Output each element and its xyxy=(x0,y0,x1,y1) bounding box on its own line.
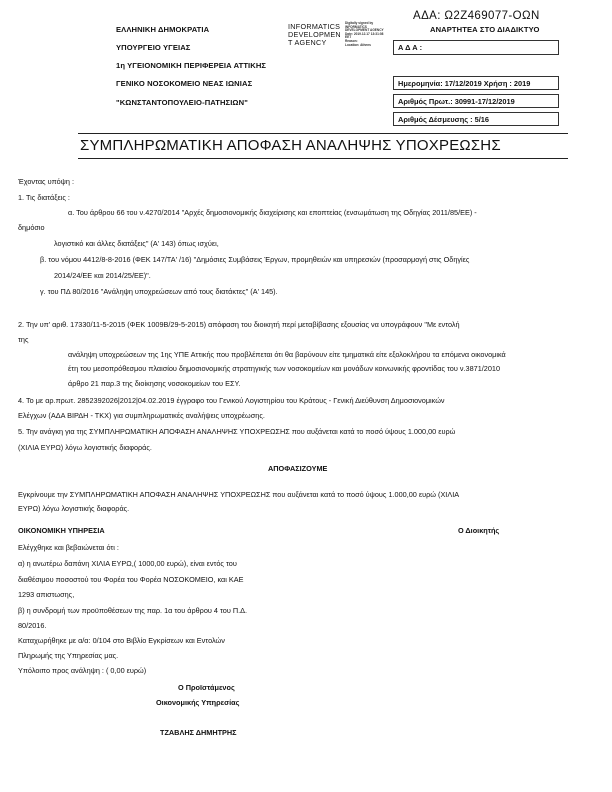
org-line-1: ΕΛΛΗΝΙΚΗ ΔΗΜΟΚΡΑΤΙΑ xyxy=(116,25,210,34)
decision-line-1: Εγκρίνουμε την ΣΥΜΠΛΗΡΩΜΑΤΙΚΗ ΑΠΟΦΑΣΗ ΑΝΑΛΗΨΗΣ ΥΠΟΧΡΕΩΣΗΣ που αυξάνεται κατά το ποσό ύψους 1.000,00 ευρώ (ΧΙΛΙΑ xyxy=(18,490,460,499)
finance-line-3: διαθέσιμου ποσοστού του Φορέα του Φορέα ΝΟΣΟΚΟΜΕΙΟ, και ΚΑΕ xyxy=(18,575,244,584)
considering-label: Έχοντας υπόψη : xyxy=(18,177,75,186)
decision-line-2: ΕΥΡΩ) λόγω λογιστικής διαφοράς. xyxy=(18,504,130,513)
clause-1a-cont2: λογιστικό και άλλες διατάξεις" (Α' 143) όπως ισχύει, xyxy=(54,239,219,248)
finance-line-4: 1293 απιστωσης, xyxy=(18,590,75,599)
digital-signature-details xyxy=(345,22,384,47)
clause-1a: α. Του άρθρου 66 του ν.4270/2014 "Αρχές δημοσιονομικής διαχείρισης και εποπτείας (ενσωμάτωση της Οδηγίας 2011/85/ΕΕ) - xyxy=(68,208,477,217)
sig-detail: Digitally signed by xyxy=(345,21,374,25)
date-box: Ημερομηνία: 17/12/2019 Χρήση : 2019 xyxy=(393,76,559,90)
agency-line-2: DEVELOPMEN xyxy=(288,30,341,39)
title-rule-bottom xyxy=(78,158,568,159)
page-title: ΣΥΜΠΛΗΡΩΜΑΤΙΚΗ ΑΠΟΦΑΣΗ ΑΝΑΛΗΨΗΣ ΥΠΟΧΡΕΩΣΗΣ xyxy=(80,137,501,154)
clause-2-cont: της xyxy=(18,335,29,344)
org-line-2: ΥΠΟΥΡΓΕΙΟ ΥΓΕΙΑΣ xyxy=(116,43,191,52)
agency-line-1: INFORMATICS xyxy=(288,22,341,31)
finance-line-1: Ελέγχθηκε και βεβαιώνεται ότι : xyxy=(18,543,119,552)
finance-line-2: α) η ανωτέρω δαπάνη ΧΙΛΙΑ ΕΥΡΩ,( 1000,00 ευρώ), είναι εντός του xyxy=(18,559,237,568)
ada-box: Α Δ Α : xyxy=(393,40,559,55)
org-line-4: ΓΕΝΙΚΟ ΝΟΣΟΚΟΜΕΙΟ ΝΕΑΣ ΙΩΝΙΑΣ xyxy=(116,79,253,88)
finance-line-9: Υπόλοιπο προς ανάληψη : ( 0,00 ευρώ) xyxy=(18,666,147,675)
sig-detail: Date: 2019.12.17 13:31:08 xyxy=(345,31,384,36)
protocol-box: Αριθμός Πρωτ.: 30991-17/12/2019 xyxy=(393,94,559,108)
clause-1c: γ. του ΠΔ 80/2016 "Ανάληψη υποχρεώσεων από τους διατάκτες" (Α' 145). xyxy=(40,287,278,296)
title-rule-top xyxy=(78,133,568,134)
finance-line-8: Πληρωμής της Υπηρεσίας μας. xyxy=(18,651,119,660)
decision-heading: ΑΠΟΦΑΣΙΖΟΥΜΕ xyxy=(268,464,328,473)
commitment-box: Αριθμός Δέσμευσης : 5/16 xyxy=(393,112,559,126)
clause-2-cont4: άρθρο 21 παρ.3 της διοίκησης νοσοκομείων του ΕΣΥ. xyxy=(68,379,241,388)
finance-line-7: Καταχωρήθηκε με α/α: 0/104 στο Βιβλίο Εγκρίσεων και Εντολών xyxy=(18,636,225,645)
finance-line-5: β) η συνδρομή των προϋποθέσεων της παρ. 1α του άρθρου 4 του Π.Δ. xyxy=(18,606,248,615)
clause-1b-cont: 2014/24/ΕΕ και 2014/25/ΕΕ)". xyxy=(54,271,151,280)
head-title-2: Οικονομικής Υπηρεσίας xyxy=(156,698,240,707)
ada-top-label: ΑΔΑ: Ω2Ζ469077-ΟΩΝ xyxy=(413,10,540,22)
finance-line-6: 80/2016. xyxy=(18,621,47,630)
sig-detail: INFORMATICS xyxy=(345,24,367,29)
clause-5: 5. Την ανάγκη για της ΣΥΜΠΛΗΡΩΜΑΤΙΚΗ ΑΠΟΦΑΣΗ ΑΝΑΛΗΨΗΣ ΥΠΟΧΡΕΩΣΗΣ που αυξάνεται κατά το ποσό ύψους 1.000,00 ευρώ xyxy=(18,427,456,436)
org-line-5: "ΚΩΝΣΤΑΝΤΟΠΟΥΛΕΙΟ-ΠΑΤΗΣΙΩΝ" xyxy=(116,98,248,107)
posted-label: ΑΝΑΡΤΗΤΕΑ ΣΤΟ ΔΙΑΔΙΚΤΥΟ xyxy=(430,25,540,34)
clause-4: 4. Το με αρ.πρωτ. 2852392026|2012|04.02.2019 έγγραφο του Γενικού Λογιστηρίου του Κράτους - Γενική Διεύθυνση Δημοσιονομικών xyxy=(18,396,445,405)
digital-signature-block xyxy=(288,23,341,47)
clause-1: 1. Τις διατάξεις : xyxy=(18,193,70,202)
clause-2: 2. Την υπ' αριθ. 17330/11-5-2015 (ΦΕΚ 1009Β/29-5-2015) απόφαση του διοικητή περί μεταβίβασης εξουσίας να υπογράφουν "Με εντολή xyxy=(18,320,460,329)
clause-2-cont3: έτη του μεσοπρόθεσμου πλαισίου δημοσιονομικής στρατηγικής των νοσοκομείων και μονάδων κοινωνικής φροντίδας του ν.3871/2010 xyxy=(68,364,501,373)
org-line-3: 1η ΥΓΕΙΟΝΟΜΙΚΗ ΠΕΡΙΦΕΡΕΙΑ ΑΤΤΙΚΗΣ xyxy=(116,61,267,70)
sig-detail: EET xyxy=(345,35,352,40)
sig-detail: Reason: xyxy=(345,38,358,43)
clause-4-cont: Ελέγχων (ΑΔΑ ΒΙΡΔΗ - ΤΚΧ) για συμπληρωματικές αναλήψεις υποχρέωσης. xyxy=(18,411,265,420)
sig-detail: Location: Athens xyxy=(345,42,371,47)
clause-1b: β. του νόμου 4412/8-8-2016 (ΦΕΚ 147/ΤΑ' /16) "Δημόσιες Συμβάσεις Έργων, προμηθειών και υπηρεσιών (προσαρμογή στις Οδηγίες xyxy=(40,255,470,264)
clause-2-cont2: ανάληψη υποχρεώσεων της 1ης ΥΠΕ Αττικής που προβλέπεται ότι θα βαρύνουν είτε τμηματικά είτε εξολοκλήρου τα επόμενα οικονομικά xyxy=(68,350,506,359)
director-label: Ο Διοικητής xyxy=(458,526,500,535)
agency-line-3: T AGENCY xyxy=(288,38,327,47)
clause-1a-cont: δημόσιο xyxy=(18,223,45,232)
clause-5-cont: (ΧΙΛΙΑ ΕΥΡΩ) λόγω λογιστικής διαφοράς. xyxy=(18,443,152,452)
head-title-1: Ο Προϊστάμενος xyxy=(178,683,235,692)
finance-heading: ΟΙΚΟΝΟΜΙΚΗ ΥΠΗΡΕΣΙΑ xyxy=(18,526,105,535)
signer-name: ΤΖΑΒΛΗΣ ΔΗΜΗΤΡΗΣ xyxy=(160,728,237,737)
sig-detail: DEVELOPMENT AGENCY xyxy=(345,28,384,33)
